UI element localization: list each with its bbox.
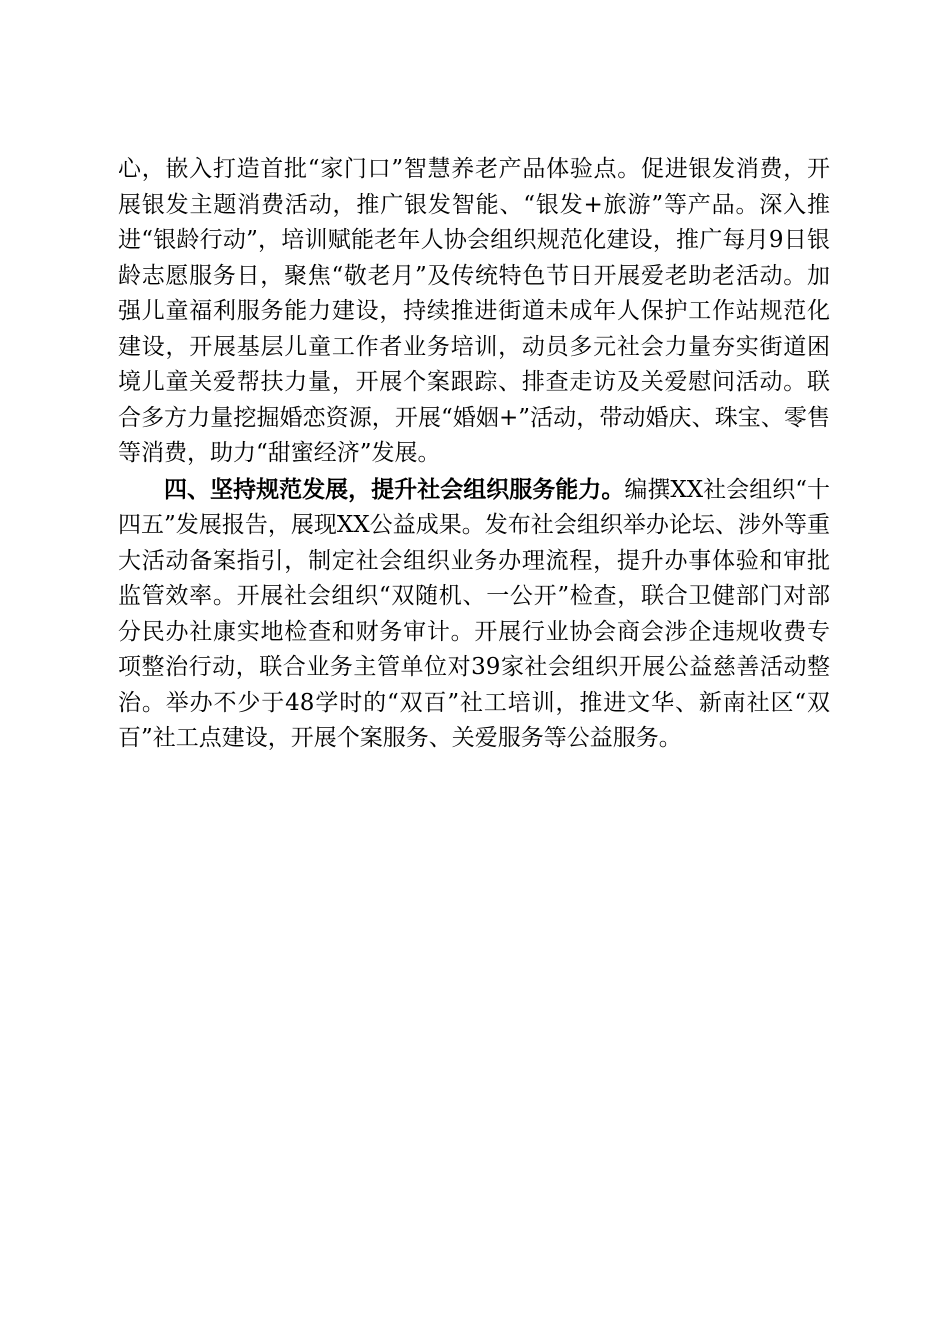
paragraph-section-four	[118, 472, 830, 757]
section-heading: 四、坚持规范发展，提升社会组织服务能力。	[164, 475, 625, 503]
paragraph-continuation	[118, 152, 830, 472]
paragraph-text: 编撰XX社会组织“十四五”发展报告，展现XX公益成果。发布社会组织举办论坛、涉外等重大活动备案指引，制定社会组织业务办理流程，提升办事体验和审批监管效率。开展社会组织“双随机、一公开”检查，联合卫健部门对部分民办社康实地检查和财务审计。开展行业协会商会涉企违规收费专项整治行动，联合业务主管单位对39家社会组织开展公益慈善活动整治。举办不少于48学时的“双百”社工培训，推进文华、新南社区“双百”社工点建设，开展个案服务、关爱服务等公益服务。	[118, 476, 831, 751]
paragraph-text: 心，嵌入打造首批“家门口”智慧养老产品体验点。促进银发消费，开展银发主题消费活动，推广银发智能、“银发+旅游”等产品。深入推进“银龄行动”，培训赋能老年人协会组织规范化建设，推广每月9日银龄志愿服务日，聚焦“敬老月”及传统特色节日开展爱老助老活动。加强儿童福利服务能力建设，持续推进街道未成年人保护工作站规范化建设，开展基层儿童工作者业务培训，动员多元社会力量夯实街道困境儿童关爱帮扶力量，开展个案跟踪、排查走访及关爱慰问活动。联合多方力量挖掘婚恋资源，开展“婚姻+”活动，带动婚庆、珠宝、零售等消费，助力“甜蜜经济”发展。	[118, 156, 830, 466]
document-body	[118, 152, 830, 757]
